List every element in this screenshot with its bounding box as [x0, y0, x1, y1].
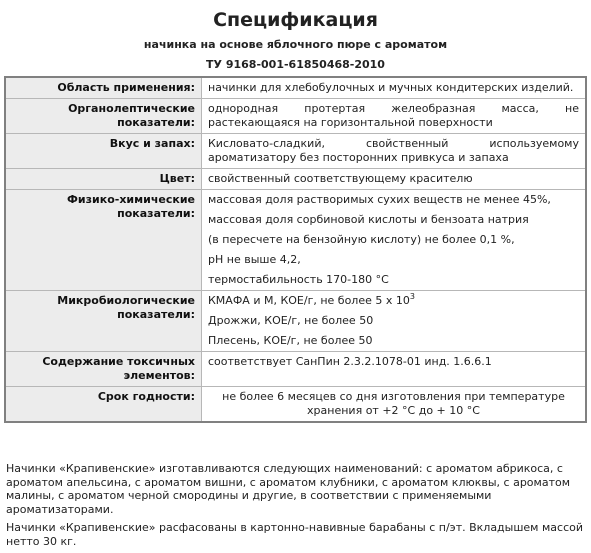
value-line: термостабильность 170-180 °С	[208, 273, 389, 286]
table-row	[5, 134, 586, 169]
value-line	[208, 294, 579, 308]
row-label: Физико-химические показатели:	[5, 190, 202, 291]
value-line: (в пересчете на бензойную кислоту) не более 0,1 %,	[208, 233, 515, 246]
exponent: 3	[409, 292, 415, 301]
row-label: Цвет:	[5, 169, 202, 190]
table-row	[5, 387, 586, 423]
row-label: Срок годности:	[5, 387, 202, 423]
row-value: соответствует СанПин 2.3.2.1078-01 инд. 1.6.6.1	[202, 352, 587, 387]
value-line: массовая доля растворимых сухих веществ не менее 45%,	[208, 193, 551, 206]
table-row	[5, 190, 586, 291]
value-line: pH не выше 4,2,	[208, 253, 301, 266]
row-value	[202, 291, 587, 352]
table-row	[5, 291, 586, 352]
specification-table	[4, 76, 587, 423]
row-label: Микробиологические показатели:	[5, 291, 202, 352]
table-row	[5, 169, 586, 190]
product-subtitle: начинка на основе яблочного пюре с ароматом	[143, 38, 448, 51]
row-value: свойственный соответствующему красителю	[202, 169, 587, 190]
value-line: Дрожжи, КОЕ/г, не более 50	[208, 314, 374, 327]
note-paragraph: Начинки «Крапивенские» изготавливаются следующих наименований: с ароматом абрикоса, с ароматом апельсина, с ароматом вишни, с ароматом клубники, с ароматом клюквы, с ароматом малины, с ароматом черной смородины и другие, в соответствии с применяемыми ароматизаторами.	[6, 462, 571, 516]
row-label: Органолептические показатели:	[5, 99, 202, 134]
row-label: Вкус и запах:	[5, 134, 202, 169]
row-label: Содержание токсичных элементов:	[5, 352, 202, 387]
value-line: Плесень, КОЕ/г, не более 50	[208, 334, 373, 347]
row-value: не более 6 месяцев со дня изготовления при температуре хранения от +2 °С до + 10 °С	[202, 387, 587, 423]
note-paragraph: Начинки «Крапивенские» расфасованы в картонно-навивные барабаны с п/эт. Вкладышем массой нетто 30 кг.	[6, 521, 583, 548]
value-line: массовая доля сорбиновой кислоты и бензоата натрия	[208, 213, 529, 226]
kmafa-text: КМАФА и М, КОЕ/г, не более 5 х 10	[208, 294, 410, 307]
row-value: Кисловато-сладкий, свойственный используемому ароматизатору без посторонних привкуса и запаха	[202, 134, 587, 169]
notes	[6, 462, 588, 553]
page-title: Спецификация	[213, 9, 378, 31]
row-value: начинки для хлебобулочных и мучных кондитерских изделий.	[202, 77, 587, 99]
table-row	[5, 352, 586, 387]
row-value: однородная протертая желеобразная масса, не растекающаяся на горизонтальной поверхности	[202, 99, 587, 134]
table-row	[5, 99, 586, 134]
table-row	[5, 77, 586, 99]
technical-conditions: ТУ 9168-001-61850468-2010	[206, 58, 385, 71]
row-label: Область применения:	[5, 77, 202, 99]
row-value	[202, 190, 587, 291]
